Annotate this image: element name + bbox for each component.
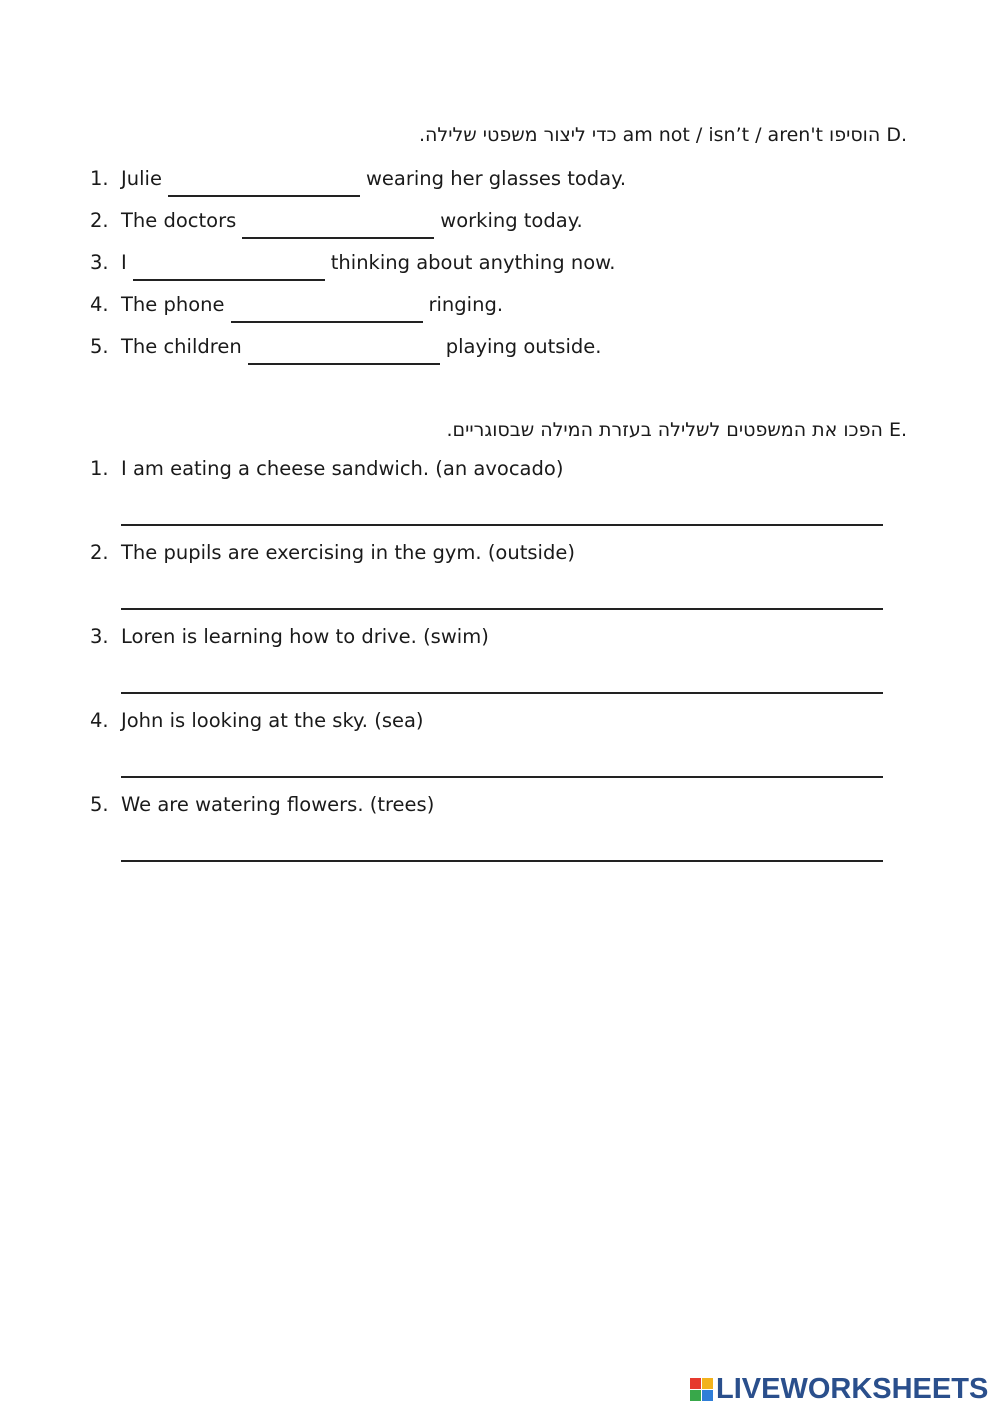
item-number: 2. [90,541,109,564]
liveworksheets-logo [690,1373,988,1405]
section-d-item [90,251,616,278]
sentence-start: The doctors [121,209,237,232]
sentence-end: wearing her glasses today. [365,167,627,190]
answer-blank[interactable] [231,299,423,323]
section-e-item [90,541,575,564]
section-d-letter: .D [886,124,907,146]
sentence-start: Julie [121,167,162,190]
sentence-end: working today. [440,209,583,232]
section-e-item [90,709,424,732]
section-d-item [90,335,601,362]
section-d-item [90,167,626,194]
answer-line[interactable] [121,750,883,778]
section-d-item [90,293,503,320]
item-number: 3. [90,625,109,648]
section-d-item [90,209,583,236]
section-e-letter: .E [888,419,907,441]
answer-line[interactable] [121,834,883,862]
section-d-word-options: am not / isn’t / aren't [622,124,823,146]
sentence-start: The phone [121,293,225,316]
section-d-heading [419,124,907,146]
section-e-item [90,793,434,816]
answer-line[interactable] [121,582,883,610]
sentence-end: playing outside. [445,335,602,358]
item-number: 1. [90,457,109,480]
item-number: 4. [90,709,109,732]
answer-blank[interactable] [248,341,440,365]
section-e-heading [447,419,907,441]
answer-blank[interactable] [133,257,325,281]
item-number: 4. [90,293,109,316]
sentence-start: I [121,251,127,274]
section-e-item [90,625,489,648]
answer-blank[interactable] [168,173,360,197]
sentence-end: thinking about anything now. [330,251,616,274]
sentence-text: John is looking at the sky. (sea) [121,709,424,732]
answer-line[interactable] [121,498,883,526]
item-number: 3. [90,251,109,274]
section-d-instruction-1: הוסיפו [829,124,881,146]
section-e-instruction: הפכו את המשפטים לשלילה בעזרת המילה שבסוגריים. [446,419,883,441]
item-number: 1. [90,167,109,190]
answer-line[interactable] [121,666,883,694]
section-e-item [90,457,563,480]
sentence-text: We are watering flowers. (trees) [121,793,435,816]
answer-blank[interactable] [242,215,434,239]
sentence-start: The children [121,335,242,358]
sentence-text: I am eating a cheese sandwich. (an avocado) [121,457,564,480]
brand-name: LIVEWORKSHEETS [716,1372,989,1405]
sentence-end: ringing. [428,293,504,316]
sentence-text: Loren is learning how to drive. (swim) [121,625,489,648]
item-number: 5. [90,335,109,358]
item-number: 2. [90,209,109,232]
item-number: 5. [90,793,109,816]
sentence-text: The pupils are exercising in the gym. (outside) [121,541,575,564]
section-d-instruction-2: כדי ליצור משפטי שלילה. [418,124,617,146]
logo-blocks-icon [690,1378,713,1401]
